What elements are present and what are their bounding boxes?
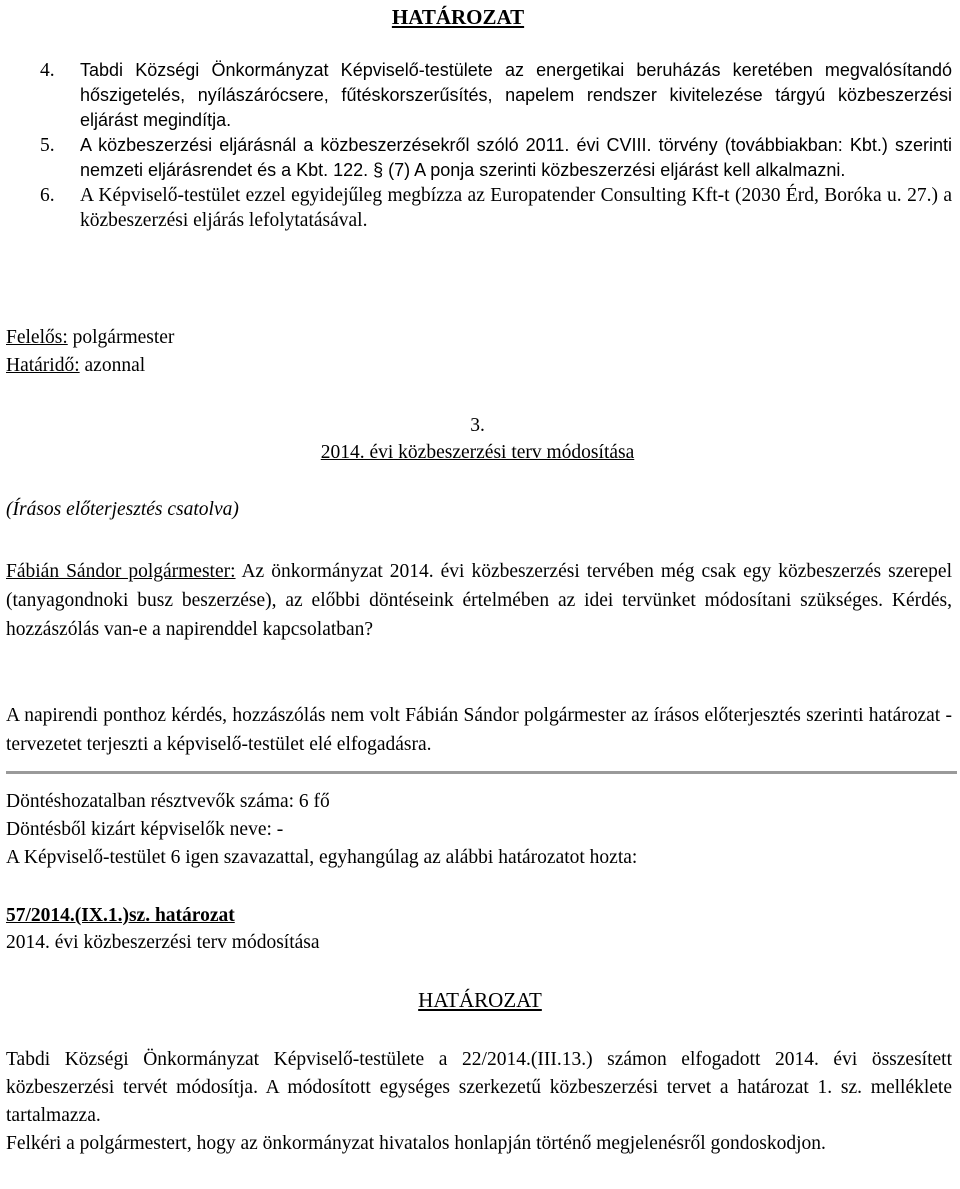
resolution-body: Tabdi Községi Önkormányzat Képviselő-testülete a 22/2014.(III.13.) számon elfogadott 2014. évi összesített közbeszerzési tervét módosítja. A módosított egységes szerkezetű közbeszerzési tervet a határozat 1. sz. melléklete tartalmazza. bbox=[6, 1049, 952, 1126]
responsible-line bbox=[6, 325, 174, 350]
list-item bbox=[40, 183, 952, 233]
mayor-speech bbox=[6, 557, 952, 644]
agenda-title: 2014. évi közbeszerzési terv módosítása bbox=[320, 442, 635, 463]
item-number: 4. bbox=[40, 60, 55, 81]
item-text: A közbeszerzési eljárásnál a közbeszerzésekről szóló 2011. évi CVIII. törvény (továbbiakban: Kbt.) szerinti nemzeti eljárásrendet és a Kbt. 122. § (7) A ponja szerinti közbeszerzési eljárást kell alkalmazni. bbox=[80, 135, 952, 180]
section-divider bbox=[6, 771, 957, 774]
resolution-subject: 2014. évi közbeszerzési terv módosítása bbox=[6, 932, 320, 953]
attachment-note: (Írásos előterjesztés csatolva) bbox=[6, 499, 239, 520]
responsible-label: Felelős: bbox=[6, 327, 68, 348]
speaker-name: Fábián Sándor polgármester: bbox=[6, 561, 236, 582]
no-questions-paragraph: A napirendi ponthoz kérdés, hozzászólás nem volt Fábián Sándor polgármester az írásos előterjesztés szerinti határozat - tervezetet terjeszti a képviselő-testület elé elfogadásra. bbox=[6, 705, 952, 755]
list-item bbox=[40, 133, 952, 183]
deadline-label: Határidő: bbox=[6, 355, 80, 376]
item-number: 6. bbox=[40, 185, 55, 206]
item-number: 5. bbox=[40, 135, 55, 156]
speech-text: Az önkormányzat 2014. évi közbeszerzési tervében még csak egy közbeszerzés szerepel (tanyagondnoki busz beszerzése), az előbbi döntéseink értelmében az idei tervünket módosítani szükséges. Kérdés, hozzászólás van-e a napirenddel kapcsolatban? bbox=[6, 561, 952, 640]
resolution-title: HATÁROZAT bbox=[418, 988, 542, 1012]
resolution-items-list bbox=[40, 58, 952, 233]
deadline-line bbox=[6, 353, 145, 378]
resolution-request: Felkéri a polgármestert, hogy az önkormányzat hivatalos honlapján történő megjelenésről gondoskodjon. bbox=[6, 1133, 826, 1154]
deadline-value: azonnal bbox=[79, 355, 146, 376]
resolution-number: 57/2014.(IX.1.)sz. határozat bbox=[6, 905, 235, 926]
item-text: A Képviselő-testület ezzel egyidejűleg megbízza az Europatender Consulting Kft-t (2030 Érd, Boróka u. 27.) a közbeszerzési eljárás lefolytatásával. bbox=[80, 185, 952, 231]
item-text: Tabdi Községi Önkormányzat Képviselő-testülete az energetikai beruházás keretében megvalósítandó hőszigetelés, nyílászárócsere, fűtéskorszerűsítés, napelem rendszer kivitelezése tárgyú közbeszerzési eljárást megindítja. bbox=[80, 60, 952, 130]
page-title: HATÁROZAT bbox=[391, 5, 525, 29]
vote-participants: Döntéshozatalban résztvevők száma: 6 fő bbox=[6, 791, 330, 812]
vote-result: A Képviselő-testület 6 igen szavazattal, egyhangúlag az alábbi határozatot hozta: bbox=[6, 847, 638, 868]
vote-excluded: Döntésből kizárt képviselők neve: - bbox=[6, 819, 284, 840]
list-item bbox=[40, 58, 952, 133]
agenda-number: 3. bbox=[470, 415, 485, 436]
responsible-value: polgármester bbox=[67, 327, 175, 348]
